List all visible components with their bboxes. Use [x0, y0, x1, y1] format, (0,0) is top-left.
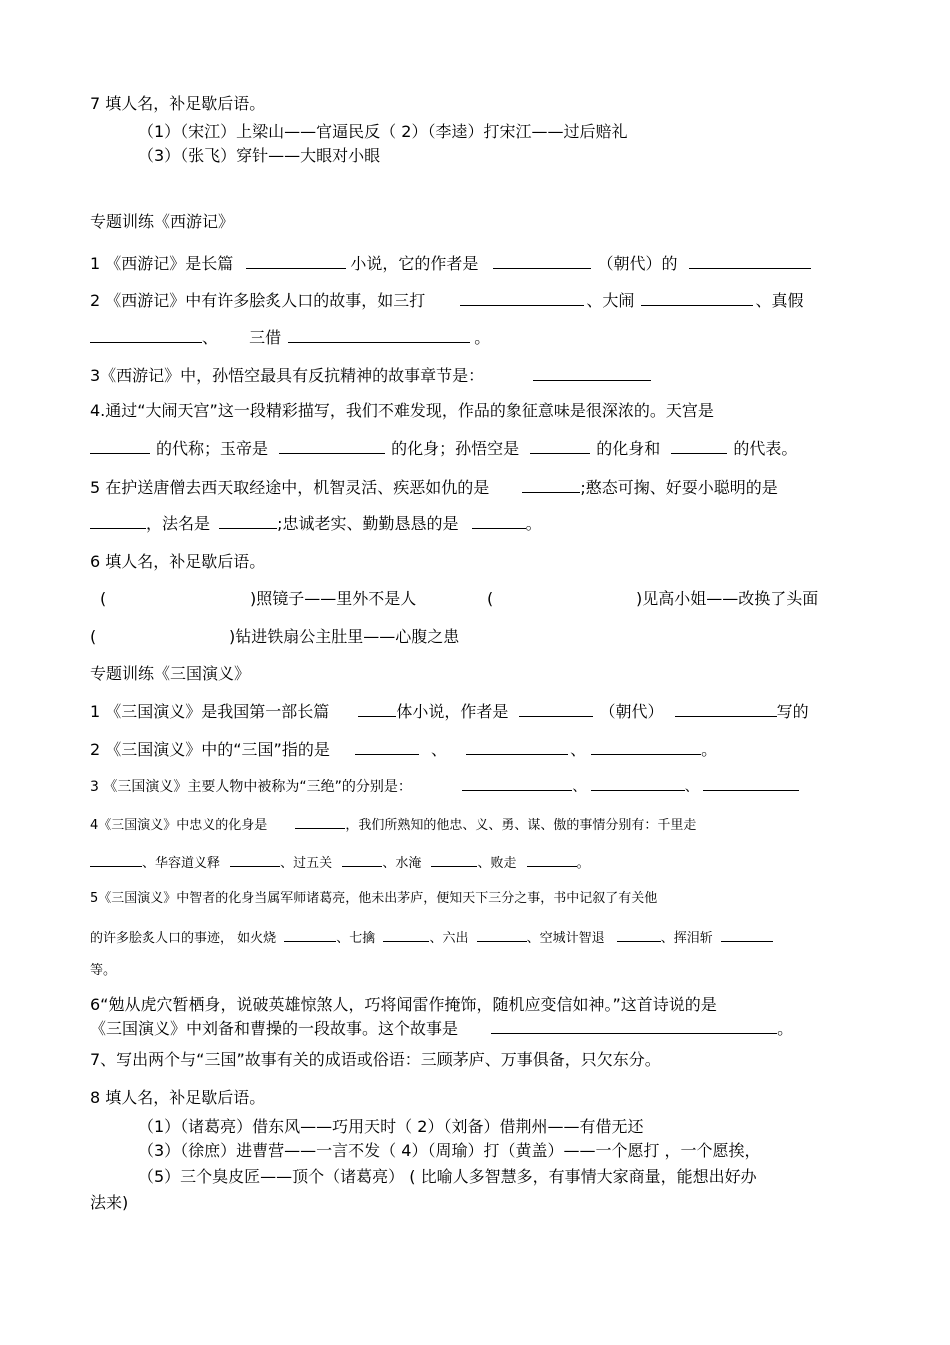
fill-blank[interactable] — [491, 1018, 777, 1034]
q1-text-c: （朝代）的 — [597, 254, 678, 273]
sanguo-q1 — [90, 701, 809, 722]
xiyouji-q2-line2 — [90, 327, 490, 348]
q4-text-a: 的代称；玉帝是 — [156, 439, 269, 458]
q1-text-a: 1 《西游记》是长篇 — [90, 254, 234, 273]
fill-blank[interactable] — [246, 253, 346, 269]
fill-blank[interactable] — [284, 926, 336, 942]
sg-q3-sep2: 、 — [684, 779, 699, 795]
fill-blank[interactable] — [466, 739, 568, 755]
sanguo-q4-line2 — [90, 851, 590, 874]
fill-blank[interactable] — [522, 477, 580, 493]
fill-blank[interactable] — [219, 513, 277, 529]
q2-text-a: 2 《西游记》中有许多脍炙人口的故事，如三打 — [90, 291, 426, 310]
sg-q2-sep1: 、 — [430, 740, 447, 759]
xiyouji-q3 — [90, 365, 651, 386]
q7-top-line1: （1）（宋江）上梁山——官逼民反（ 2）（李逵）打宋江——过后赔礼 — [138, 122, 628, 141]
fill-blank[interactable] — [527, 851, 577, 867]
xiyouji-q6-p1-text: )照镜子——里外不是人 — [250, 589, 417, 608]
xiyouji-q5-line2 — [90, 513, 542, 534]
sg-q3-text-a: 3 《三国演义》主要人物中被称为“三绝”的分别是： — [90, 779, 412, 795]
sg-q1-text-c: （朝代） — [599, 702, 664, 721]
sg-q4-text-e: 、水淹 — [382, 856, 422, 871]
sanguo-q8-title: 8 填人名，补足歇后语。 — [90, 1088, 266, 1107]
fill-blank[interactable] — [90, 851, 142, 867]
xiyouji-q6-p1-open: ( — [100, 589, 107, 608]
fill-blank[interactable] — [355, 739, 419, 755]
fill-blank[interactable] — [519, 701, 593, 717]
sanguo-q8-line4: 法来) — [90, 1193, 129, 1212]
fill-blank[interactable] — [342, 851, 382, 867]
xiyouji-q5-line1 — [90, 477, 778, 498]
sanguo-q5-line2 — [90, 926, 773, 949]
xiyouji-q1 — [90, 253, 811, 274]
sg-q6-end: 。 — [777, 1019, 794, 1038]
fill-blank[interactable] — [472, 513, 526, 529]
fill-blank[interactable] — [703, 775, 799, 791]
sg-q4-text-f: 、败走 — [477, 856, 517, 871]
sanguo-q3 — [90, 775, 799, 797]
fill-blank[interactable] — [90, 438, 150, 454]
sg-q5-text-e: 、挥泪斩 — [660, 931, 713, 946]
sanguo-q7: 7、写出两个与“三国”故事有关的成语或俗语：三顾茅庐、万事俱备，只欠东分。 — [90, 1050, 661, 1069]
q3-text-a: 3《西游记》中，孙悟空最具有反抗精神的故事章节是： — [90, 366, 485, 385]
sanguo-q5-line1: 5《三国演义》中智者的化身当属军师诸葛亮，他未出茅庐，便知天下三分之事，书中记叙了有关他 — [90, 891, 658, 906]
xiyouji-q6-title: 6 填人名，补足歇后语。 — [90, 552, 266, 571]
fill-blank[interactable] — [533, 365, 651, 381]
q2-sep3: 、 — [202, 328, 219, 347]
sg-q1-text-b: 体小说，作者是 — [396, 702, 509, 721]
sg-q5-text-c: 、六出 — [429, 931, 469, 946]
sanguo-q2 — [90, 739, 717, 760]
sanguo-q8-line2: （3）（徐庶）进曹营——一言不发（ 4）（周瑜）打（黄盖）——一个愿打 ，一个愿挨， — [138, 1141, 761, 1160]
q2-text-b: 三借 — [249, 328, 282, 347]
sg-q4-text-c: 、华容道义释 — [142, 856, 221, 871]
sg-q2-end: 。 — [701, 740, 718, 759]
fill-blank[interactable] — [617, 926, 661, 942]
q7-top-line2: （3）（张飞）穿针——大眼对小眼 — [138, 146, 381, 165]
sg-q4-text-a: 4《三国演义》中忠义的化身是 — [90, 818, 268, 833]
fill-blank[interactable] — [383, 926, 429, 942]
sg-q2-sep2: 、 — [570, 740, 587, 759]
q2-sep1: 、大闹 — [586, 291, 635, 310]
q5-text-d: ;忠诚老实、勤勤恳恳的是 — [277, 514, 459, 533]
q7-top-title: 7 填人名，补足歇后语。 — [90, 94, 266, 113]
fill-blank[interactable] — [358, 701, 396, 717]
sg-q6-text: 《三国演义》中刘备和曹操的一段故事。这个故事是 — [90, 1019, 459, 1038]
fill-blank[interactable] — [279, 438, 385, 454]
fill-blank[interactable] — [675, 701, 777, 717]
sg-q1-text-a: 1 《三国演义》是我国第一部长篇 — [90, 702, 330, 721]
fill-blank[interactable] — [431, 851, 477, 867]
sanguo-q6-line1: 6“勉从虎穴暂栖身，说破英雄惊煞人，巧将闻雷作掩饰，随机应变信如神。”这首诗说的是 — [90, 995, 717, 1014]
sg-q2-text-a: 2 《三国演义》中的“三国”指的是 — [90, 740, 330, 759]
sg-q3-sep1: 、 — [572, 779, 587, 795]
fill-blank[interactable] — [90, 513, 146, 529]
q5-text-a: 5 在护送唐僧去西天取经途中，机智灵活、疾恶如仇的是 — [90, 478, 490, 497]
fill-blank[interactable] — [295, 813, 345, 829]
fill-blank[interactable] — [477, 926, 527, 942]
sg-q1-text-d: 写的 — [776, 702, 809, 721]
fill-blank[interactable] — [462, 775, 572, 791]
fill-blank[interactable] — [591, 739, 701, 755]
sanguo-q5-line3: 等。 — [90, 963, 117, 978]
q4-text-d: 的代表。 — [733, 439, 798, 458]
fill-blank[interactable] — [591, 775, 685, 791]
sanguo-q8-line1: （1）（诸葛亮）借东风——巧用天时（ 2）（刘备）借荆州——有借无还 — [138, 1117, 644, 1136]
sg-q5-text-d: 、空城计智退 — [526, 931, 605, 946]
xiyouji-heading: 专题训练《西游记》 — [90, 212, 235, 231]
fill-blank[interactable] — [90, 327, 202, 343]
sg-q4-end: 。 — [576, 856, 590, 871]
q2-sep2: 、真假 — [755, 291, 804, 310]
fill-blank[interactable] — [671, 438, 727, 454]
sg-q5-text-b: 、七擒 — [336, 931, 376, 946]
sg-q4-text-b: ，我们所熟知的他忠、义、勇、谋、傲的事情分别有：千里走 — [345, 818, 697, 833]
xiyouji-q2-line1 — [90, 290, 804, 311]
fill-blank[interactable] — [460, 290, 584, 306]
sanguo-q8-line3: （5）三个臭皮匠——顶个（诸葛亮） ( 比喻人多智慧多，有事情大家商量，能想出好办 — [138, 1167, 757, 1186]
fill-blank[interactable] — [493, 253, 591, 269]
sanguo-heading: 专题训练《三国演义》 — [90, 664, 251, 683]
q5-text-b: ;憨态可掬、好耍小聪明的是 — [580, 478, 778, 497]
fill-blank[interactable] — [288, 327, 470, 343]
sg-q5-text-a: 的许多脍炙人口的事迹， 如火烧 — [90, 931, 277, 946]
q2-end: 。 — [474, 328, 491, 347]
xiyouji-q6-p3-open: ( — [90, 627, 97, 646]
xiyouji-q6-p3-text: )钻进铁扇公主肚里——心腹之患 — [229, 627, 460, 646]
q1-text-b: 小说，它的作者是 — [350, 254, 479, 273]
fill-blank[interactable] — [721, 926, 773, 942]
sanguo-q6-line2 — [90, 1018, 793, 1039]
xiyouji-q4-line2 — [90, 438, 797, 459]
fill-blank[interactable] — [689, 253, 811, 269]
sanguo-q4-line1 — [90, 813, 696, 836]
q5-end: 。 — [525, 514, 542, 533]
xiyouji-q6-p2-text: )见高小姐——改换了头面 — [636, 589, 819, 608]
q5-text-c: ，法名是 — [146, 514, 211, 533]
q4-text-c: 的化身和 — [596, 439, 661, 458]
fill-blank[interactable] — [230, 851, 280, 867]
fill-blank[interactable] — [641, 290, 753, 306]
q4-text-b: 的化身；孙悟空是 — [391, 439, 520, 458]
xiyouji-q6-p2-open: ( — [487, 589, 494, 608]
xiyouji-q4-line1: 4.通过“大闹天宫”这一段精彩描写，我们不难发现，作品的象征意味是很深浓的。天宫是 — [90, 401, 714, 420]
fill-blank[interactable] — [530, 438, 590, 454]
sg-q4-text-d: 、过五关 — [280, 856, 333, 871]
